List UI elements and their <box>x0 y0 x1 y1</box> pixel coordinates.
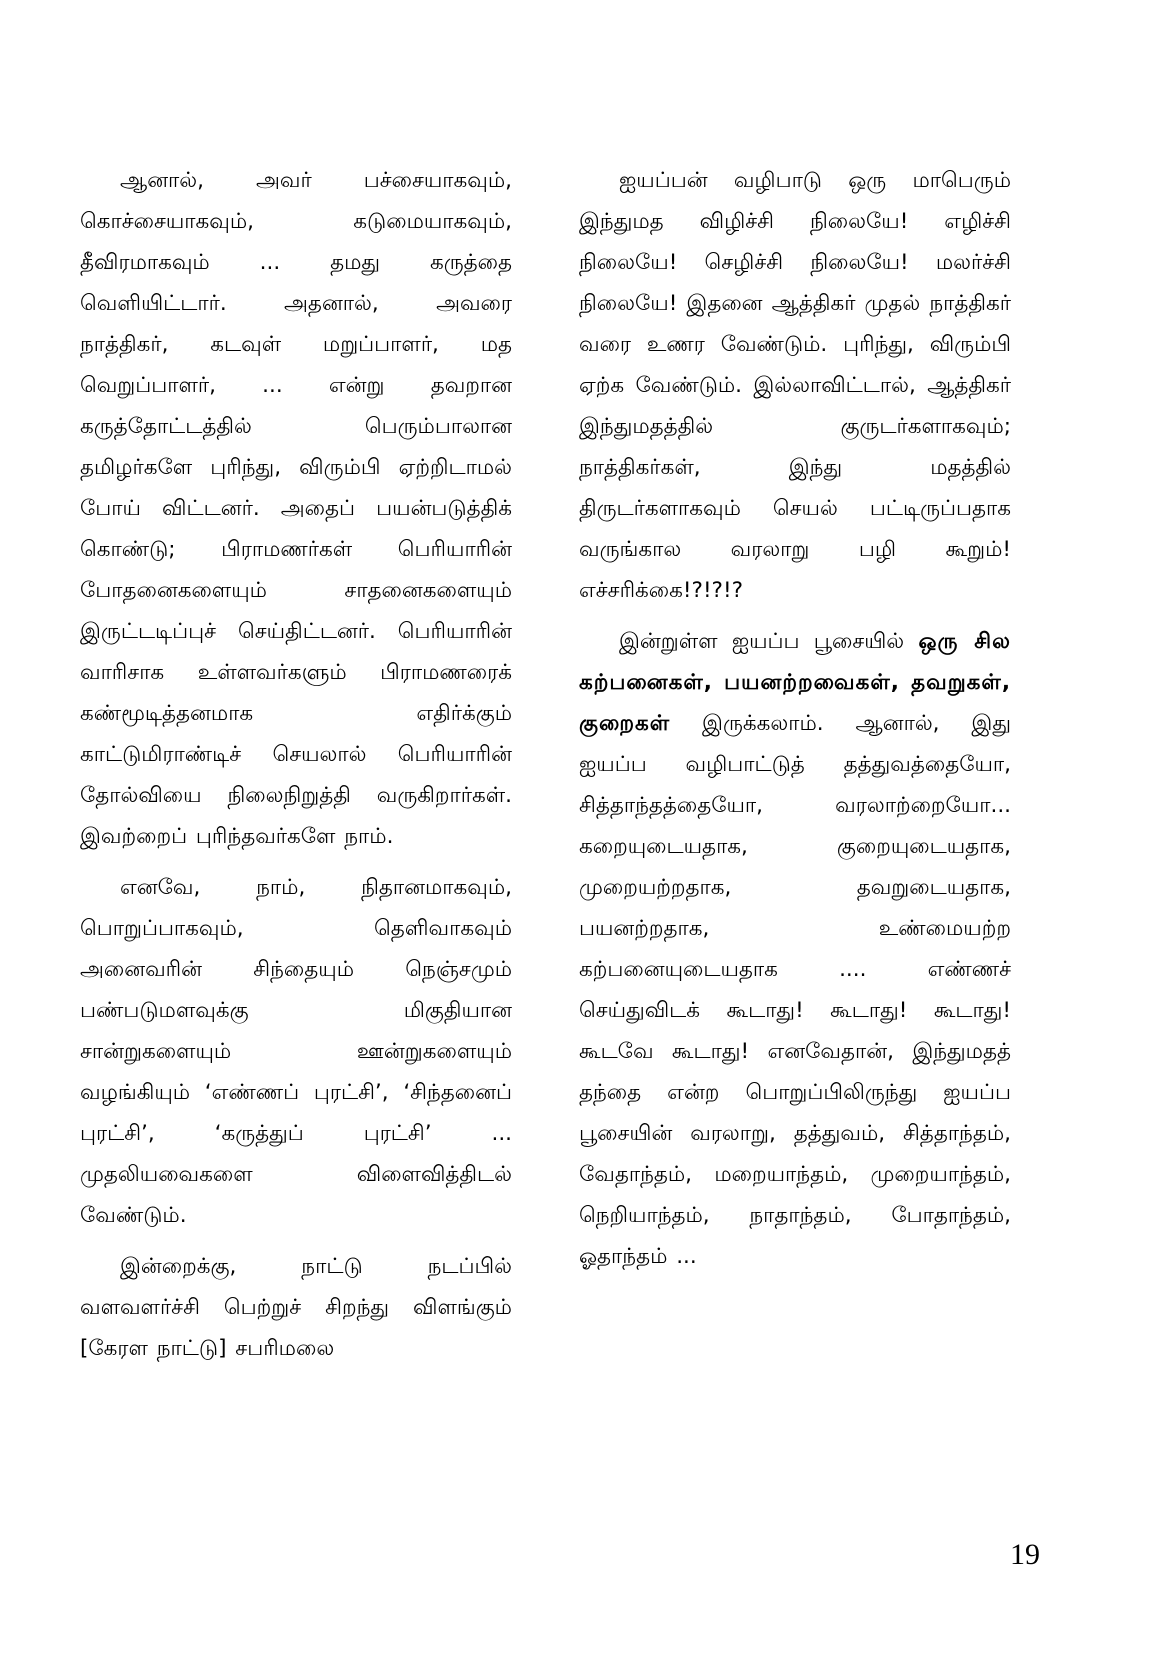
paragraph-with-emphasis <box>579 621 1011 1277</box>
paragraph: ஆனால், அவர் பச்சையாகவும், கொச்சையாகவும், கடுமையாகவும், தீவிரமாகவும் ... தமது கருத்தை வெளியிட்டார். அதனால், அவரை நாத்திகர், கடவுள் மறுப்பாளர், மத வெறுப்பாளர், ... என்று தவறான கருத்தோட்டத்தில் பெரும்பாலான தமிழர்களே புரிந்து, விரும்பி ஏற்றிடாமல் போய் விட்டனர். அதைப் பயன்படுத்திக் கொண்டு; பிராமணர்கள் பெரியாரின் போதனைகளையும் சாதனைகளையும் இருட்டடிப்புச் செய்திட்டனர். பெரியாரின் வாரிசாக உள்ளவர்களும் பிராமணரைக் கண்மூடித்தனமாக எதிர்க்கும் காட்டுமிராண்டிச் செயலால் பெரியாரின் தோல்வியை நிலைநிறுத்தி வருகிறார்கள். இவற்றைப் புரிந்தவர்களே நாம். <box>80 168 512 849</box>
paragraph: எனவே, நாம், நிதானமாகவும், பொறுப்பாகவும், தெளிவாகவும் அனைவரின் சிந்தையும் நெஞ்சமும் பண்படுமளவுக்கு மிகுதியான சான்றுகளையும் ஊன்றுகளையும் வழங்கியும் ‘எண்ணப் புரட்சி’, ‘சிந்தனைப் புரட்சி’, ‘கருத்துப் புரட்சி’ ... முதலியவைகளை விளைவித்திடல் வேண்டும். <box>80 875 512 1228</box>
paragraph-rest-text: இருக்கலாம். ஆனால், இது ஐயப்ப வழிபாட்டுத் தத்துவத்தையோ, சித்தாந்தத்தையோ, வரலாற்றையோ... கறையுடையதாக, குறையுடையதாக, முறையற்றதாக, தவறுடையதாக, பயனற்றதாக, உண்மையற்ற கற்பனையுடையதாக .... எண்ணச் செய்துவிடக் கூடாது! கூடாது! கூடாது! கூடவே கூடாது! எனவேதான், இந்துமதத் தந்தை என்ற பொறுப்பிலிருந்து ஐயப்ப பூசையின் வரலாறு, தத்துவம், சித்தாந்தம், வேதாந்தம், மறையாந்தம், முறையாந்தம், நெறியாந்தம், நாதாந்தம், போதாந்தம், ஓதாந்தம் ... <box>579 711 1011 1269</box>
emphasized-text: ஒரு சில கற்பனைகள், பயனற்றவைகள், தவறுகள், குறைகள் <box>579 629 1011 736</box>
paragraph: ஐயப்பன் வழிபாடு ஒரு மாபெரும் இந்துமத விழிச்சி நிலையே! எழிச்சி நிலையே! செழிச்சி நிலையே! மலர்ச்சி நிலையே! இதனை ஆத்திகர் முதல் நாத்திகர் வரை உணர வேண்டும். புரிந்து, விரும்பி ஏற்க வேண்டும். இல்லாவிட்டால், ஆத்திகர் இந்துமதத்தில் குருடர்களாகவும்; நாத்திகர்கள், இந்து மதத்தில் திருடர்களாகவும் செயல் பட்டிருப்பதாக வருங்கால வரலாறு பழி கூறும்! எச்சரிக்கை!?!?!? <box>579 168 1011 603</box>
left-column <box>80 160 512 1379</box>
paragraph-lead-text: இன்றுள்ள ஐயப்ப பூசையில் <box>619 629 919 654</box>
right-column <box>579 160 1011 1287</box>
page-number: 19 <box>1010 1538 1040 1571</box>
paragraph: இன்றைக்கு, நாட்டு நடப்பில் வளவளர்ச்சி பெற்றுச் சிறந்து விளங்கும் [கேரள நாட்டு] சபரிமலை <box>80 1254 512 1361</box>
